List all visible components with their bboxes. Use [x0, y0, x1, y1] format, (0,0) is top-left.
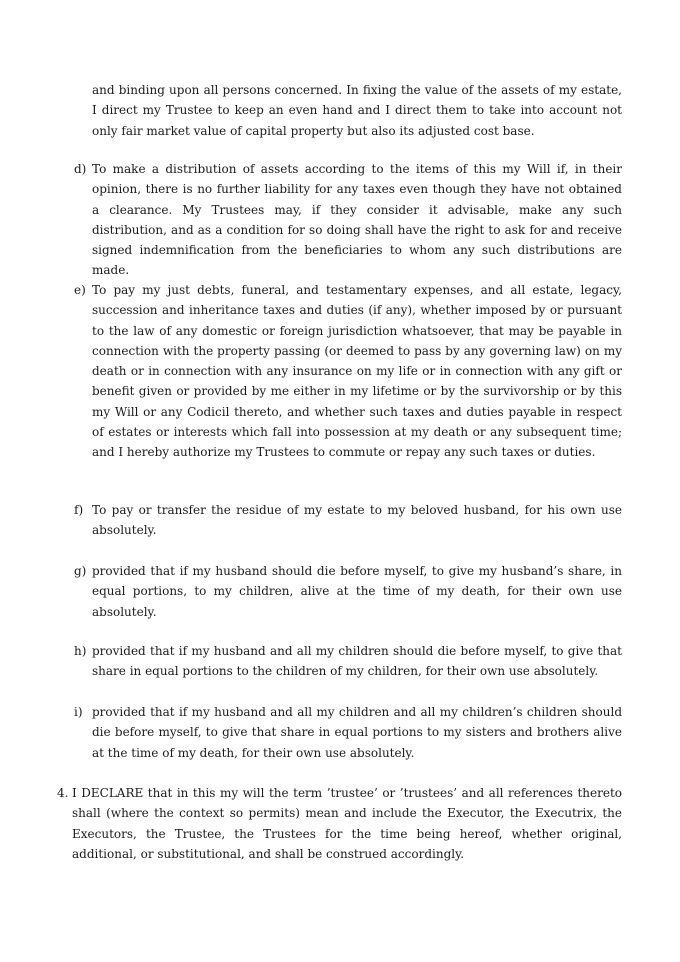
item-text: To pay my just debts, funeral, and testamentary expenses, and all estate, legacy, succession and inheritance taxes and duties (if any), whether imposed by or pursuant to the law of any domestic or foreign jurisdiction whatsoever, that may be payable in connection with the property passing (or deemed to pass by any governing law) on my death or in connection with any insurance on my life or in connection with any gift or benefit given or provided by me either in my lifetime or by the survivorship or by this my Will or any Codicil thereto, and whether such taxes and duties payable in respect of estates or interests which fall into possession at my death or any subsequent time; and I hereby authorize my Trustees to commute or repay any such taxes or duties. [92, 283, 622, 460]
item-text: provided that if my husband and all my children should die before myself, to give that share in equal portions to the children of my children, for their own use absolutely. [92, 644, 622, 679]
item-text: To pay or transfer the residue of my estate to my beloved husband, for his own use absolutely. [92, 503, 622, 538]
clause-item-d [74, 159, 622, 281]
clause-number: 4. [57, 786, 69, 800]
continuation-text: and binding upon all persons concerned. In fixing the value of the assets of my estate, I direct my Trustee to keep an even hand and I direct them to take into account not only fair market value of capital property but also its adjusted cost base. [92, 83, 622, 138]
continuation-paragraph [92, 80, 622, 141]
item-marker: e) [74, 283, 86, 297]
clause-item-e [74, 280, 622, 463]
clause-item-i [74, 702, 622, 763]
item-marker: d) [74, 162, 87, 176]
item-text: To make a distribution of assets according to the items of this my Will if, in their opinion, there is no further liability for any taxes even though they have not obtained a clearance. My Trustees may, if they consider it advisable, make any such distribution, and as a condition for so doing shall have the right to ask for and receive signed indemnification from the beneficiaries to whom any such distributions are made. [92, 162, 622, 278]
clause-text: I DECLARE that in this my will the term ’trustee’ or ’trustees’ and all references thereto shall (where the context so permits) mean and include the Executor, the Executrix, the Executors, the Trustee, the Trustees for the time being hereof, whether original, additional, or substitutional, and shall be construed accordingly. [72, 786, 622, 861]
clause-item-f [74, 500, 622, 541]
item-text: provided that if my husband should die before myself, to give my husband’s share, in equal portions, to my children, alive at the time of my death, for their own use absolutely. [92, 564, 622, 619]
item-marker: h) [74, 644, 87, 658]
clause-item-g [74, 561, 622, 622]
clause-item-h [74, 641, 622, 682]
item-marker: g) [74, 564, 87, 578]
item-marker: f) [74, 503, 84, 517]
item-marker: i) [74, 705, 83, 719]
item-text: provided that if my husband and all my children and all my children’s children should die before myself, to give that share in equal portions to my sisters and brothers alive at the time of my death, for their own use absolutely. [92, 705, 622, 760]
clause-4 [57, 783, 622, 864]
